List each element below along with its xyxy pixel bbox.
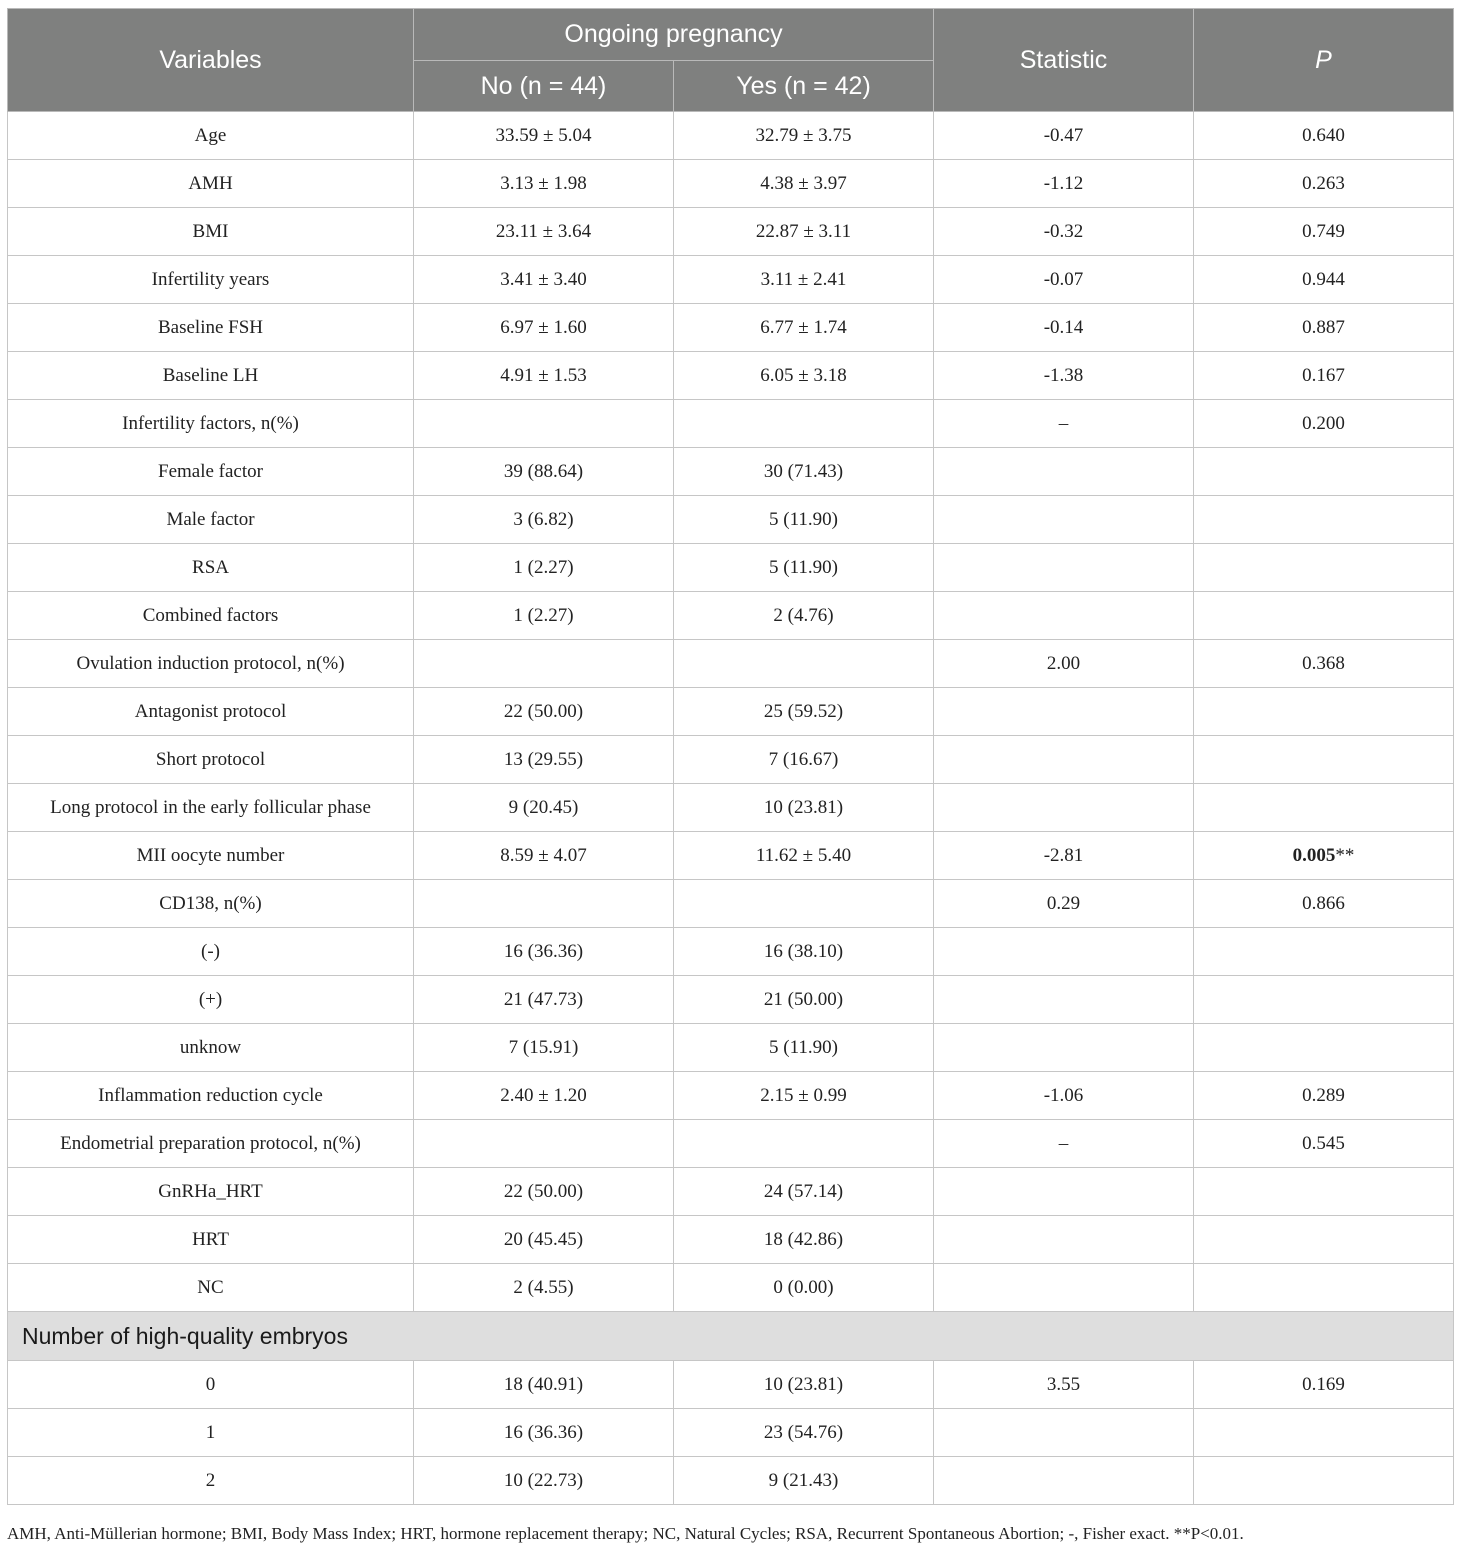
cell-variable: Combined factors [8,592,414,640]
cell-p-value: 0.263 [1194,160,1454,208]
cell-no: 1 (2.27) [414,592,674,640]
cell-yes: 25 (59.52) [674,688,934,736]
cell-p-value [1194,1409,1454,1457]
cell-statistic: -0.47 [934,112,1194,160]
cell-p-value [1194,688,1454,736]
cell-variable: 0 [8,1361,414,1409]
cell-variable: GnRHa_HRT [8,1168,414,1216]
cell-p-value [1194,976,1454,1024]
table-row [8,688,1454,736]
cell-statistic: -2.81 [934,832,1194,880]
cell-statistic [934,1457,1194,1505]
cell-variable: Baseline FSH [8,304,414,352]
cell-statistic [934,736,1194,784]
table-row [8,928,1454,976]
cell-no: 4.91 ± 1.53 [414,352,674,400]
cell-p-value [1194,736,1454,784]
cell-statistic [934,1216,1194,1264]
cell-yes: 3.11 ± 2.41 [674,256,934,304]
cell-variable: (-) [8,928,414,976]
cell-variable: NC [8,1264,414,1312]
table-row [8,160,1454,208]
cell-no [414,400,674,448]
table-body [8,112,1454,1312]
table-section-body [8,1312,1454,1505]
cell-p-value: 0.200 [1194,400,1454,448]
cell-p-value [1194,1024,1454,1072]
table-row [8,784,1454,832]
cell-variable: HRT [8,1216,414,1264]
significance-mark: ** [1335,844,1355,866]
cell-no: 8.59 ± 4.07 [414,832,674,880]
results-table-container [7,8,1453,1505]
cell-no: 20 (45.45) [414,1216,674,1264]
cell-statistic: – [934,1120,1194,1168]
header-variables: Variables [8,9,414,112]
cell-variable: Antagonist protocol [8,688,414,736]
cell-p-value [1194,448,1454,496]
cell-no: 3.41 ± 3.40 [414,256,674,304]
cell-no: 1 (2.27) [414,544,674,592]
cell-no: 7 (15.91) [414,1024,674,1072]
cell-yes [674,640,934,688]
cell-yes: 10 (23.81) [674,1361,934,1409]
cell-yes: 16 (38.10) [674,928,934,976]
cell-variable: CD138, n(%) [8,880,414,928]
cell-variable: MII oocyte number [8,832,414,880]
cell-variable: Inflammation reduction cycle [8,1072,414,1120]
cell-p-value: 0.866 [1194,880,1454,928]
cell-statistic [934,592,1194,640]
cell-no: 3 (6.82) [414,496,674,544]
cell-p-value [1194,1216,1454,1264]
cell-variable: unknow [8,1024,414,1072]
cell-statistic [934,544,1194,592]
cell-p-value [1194,544,1454,592]
cell-yes: 0 (0.00) [674,1264,934,1312]
section-title: Number of high-quality embryos [8,1312,1454,1361]
cell-yes: 5 (11.90) [674,544,934,592]
cell-no: 22 (50.00) [414,1168,674,1216]
table-row [8,352,1454,400]
cell-p-value [1194,1457,1454,1505]
cell-variable: Female factor [8,448,414,496]
table-row [8,640,1454,688]
cell-variable: Endometrial preparation protocol, n(%) [8,1120,414,1168]
cell-p-value [1194,1264,1454,1312]
table-row [8,976,1454,1024]
cell-p-value [1194,832,1454,880]
cell-statistic: -1.12 [934,160,1194,208]
cell-p-value: 0.944 [1194,256,1454,304]
table-row [8,832,1454,880]
cell-variable: RSA [8,544,414,592]
cell-yes: 22.87 ± 3.11 [674,208,934,256]
cell-p-value [1194,784,1454,832]
cell-no: 22 (50.00) [414,688,674,736]
cell-no: 16 (36.36) [414,928,674,976]
cell-no [414,880,674,928]
cell-no: 10 (22.73) [414,1457,674,1505]
cell-variable: Ovulation induction protocol, n(%) [8,640,414,688]
cell-statistic: -1.06 [934,1072,1194,1120]
cell-yes: 5 (11.90) [674,496,934,544]
cell-no: 9 (20.45) [414,784,674,832]
cell-variable: Male factor [8,496,414,544]
cell-yes: 24 (57.14) [674,1168,934,1216]
header-no: No (n = 44) [414,61,674,112]
cell-variable: AMH [8,160,414,208]
table-row [8,208,1454,256]
cell-variable: BMI [8,208,414,256]
cell-statistic [934,976,1194,1024]
cell-statistic [934,688,1194,736]
cell-yes [674,880,934,928]
cell-p-value [1194,928,1454,976]
cell-p-value [1194,496,1454,544]
cell-statistic: -1.38 [934,352,1194,400]
table-header [8,9,1454,112]
cell-yes: 2.15 ± 0.99 [674,1072,934,1120]
cell-yes [674,1120,934,1168]
cell-yes: 11.62 ± 5.40 [674,832,934,880]
cell-p-value: 0.169 [1194,1361,1454,1409]
table-row [8,400,1454,448]
cell-yes: 9 (21.43) [674,1457,934,1505]
table-row [8,592,1454,640]
cell-no: 13 (29.55) [414,736,674,784]
cell-yes: 32.79 ± 3.75 [674,112,934,160]
header-ongoing-pregnancy: Ongoing pregnancy [414,9,934,61]
cell-no: 39 (88.64) [414,448,674,496]
cell-no: 18 (40.91) [414,1361,674,1409]
table-row [8,1168,1454,1216]
cell-statistic: -0.07 [934,256,1194,304]
cell-statistic [934,1024,1194,1072]
cell-p-value: 0.289 [1194,1072,1454,1120]
cell-no: 3.13 ± 1.98 [414,160,674,208]
table-row [8,1216,1454,1264]
cell-statistic [934,496,1194,544]
cell-p-value: 0.368 [1194,640,1454,688]
cell-no: 2.40 ± 1.20 [414,1072,674,1120]
cell-statistic [934,928,1194,976]
cell-variable: Baseline LH [8,352,414,400]
cell-statistic [934,1168,1194,1216]
cell-p-value: 0.640 [1194,112,1454,160]
cell-yes: 5 (11.90) [674,1024,934,1072]
cell-variable: Age [8,112,414,160]
cell-yes: 7 (16.67) [674,736,934,784]
cell-no [414,640,674,688]
table-row [8,736,1454,784]
table-row [8,1457,1454,1505]
cell-yes: 6.77 ± 1.74 [674,304,934,352]
table-row [8,880,1454,928]
cell-p-value [1194,592,1454,640]
table-row [8,448,1454,496]
cell-variable: (+) [8,976,414,1024]
cell-statistic: – [934,400,1194,448]
cell-p-value: 0.887 [1194,304,1454,352]
cell-yes: 30 (71.43) [674,448,934,496]
cell-statistic: 3.55 [934,1361,1194,1409]
cell-statistic [934,784,1194,832]
cell-no: 2 (4.55) [414,1264,674,1312]
p-value-significant: 0.005 [1292,844,1336,866]
cell-no: 33.59 ± 5.04 [414,112,674,160]
cell-statistic [934,448,1194,496]
cell-yes: 21 (50.00) [674,976,934,1024]
cell-p-value [1194,1168,1454,1216]
cell-yes: 4.38 ± 3.97 [674,160,934,208]
cell-statistic: -0.32 [934,208,1194,256]
results-table [7,8,1454,1505]
table-row [8,1024,1454,1072]
table-row [8,544,1454,592]
cell-yes: 2 (4.76) [674,592,934,640]
table-row [8,1361,1454,1409]
cell-p-value: 0.749 [1194,208,1454,256]
cell-no: 6.97 ± 1.60 [414,304,674,352]
cell-yes: 23 (54.76) [674,1409,934,1457]
header-statistic: Statistic [934,9,1194,112]
cell-statistic: 2.00 [934,640,1194,688]
cell-no [414,1120,674,1168]
cell-yes: 18 (42.86) [674,1216,934,1264]
table-row [8,112,1454,160]
cell-statistic [934,1409,1194,1457]
cell-yes [674,400,934,448]
table-row [8,1409,1454,1457]
cell-yes: 6.05 ± 3.18 [674,352,934,400]
table-row [8,1264,1454,1312]
cell-p-value: 0.167 [1194,352,1454,400]
cell-statistic [934,1264,1194,1312]
header-yes: Yes (n = 42) [674,61,934,112]
cell-variable: 2 [8,1457,414,1505]
table-footnote: AMH, Anti-Müllerian hormone; BMI, Body Mass Index; HRT, hormone replacement therapy; NC, Natural Cycles; RSA, Recurrent Spontaneous Abortion; -, Fisher exact. **P<0.01. [7,1524,1244,1543]
cell-no: 16 (36.36) [414,1409,674,1457]
table-row [8,1072,1454,1120]
table-row [8,304,1454,352]
table-row [8,1120,1454,1168]
cell-no: 23.11 ± 3.64 [414,208,674,256]
table-row [8,256,1454,304]
cell-yes: 10 (23.81) [674,784,934,832]
cell-variable: Infertility years [8,256,414,304]
cell-variable: Long protocol in the early follicular phase [8,784,414,832]
cell-variable: 1 [8,1409,414,1457]
section-header-row [8,1312,1454,1361]
header-p-value: P [1194,9,1454,112]
cell-statistic: 0.29 [934,880,1194,928]
table-row [8,496,1454,544]
cell-variable: Short protocol [8,736,414,784]
cell-p-value: 0.545 [1194,1120,1454,1168]
cell-no: 21 (47.73) [414,976,674,1024]
cell-variable: Infertility factors, n(%) [8,400,414,448]
cell-statistic: -0.14 [934,304,1194,352]
